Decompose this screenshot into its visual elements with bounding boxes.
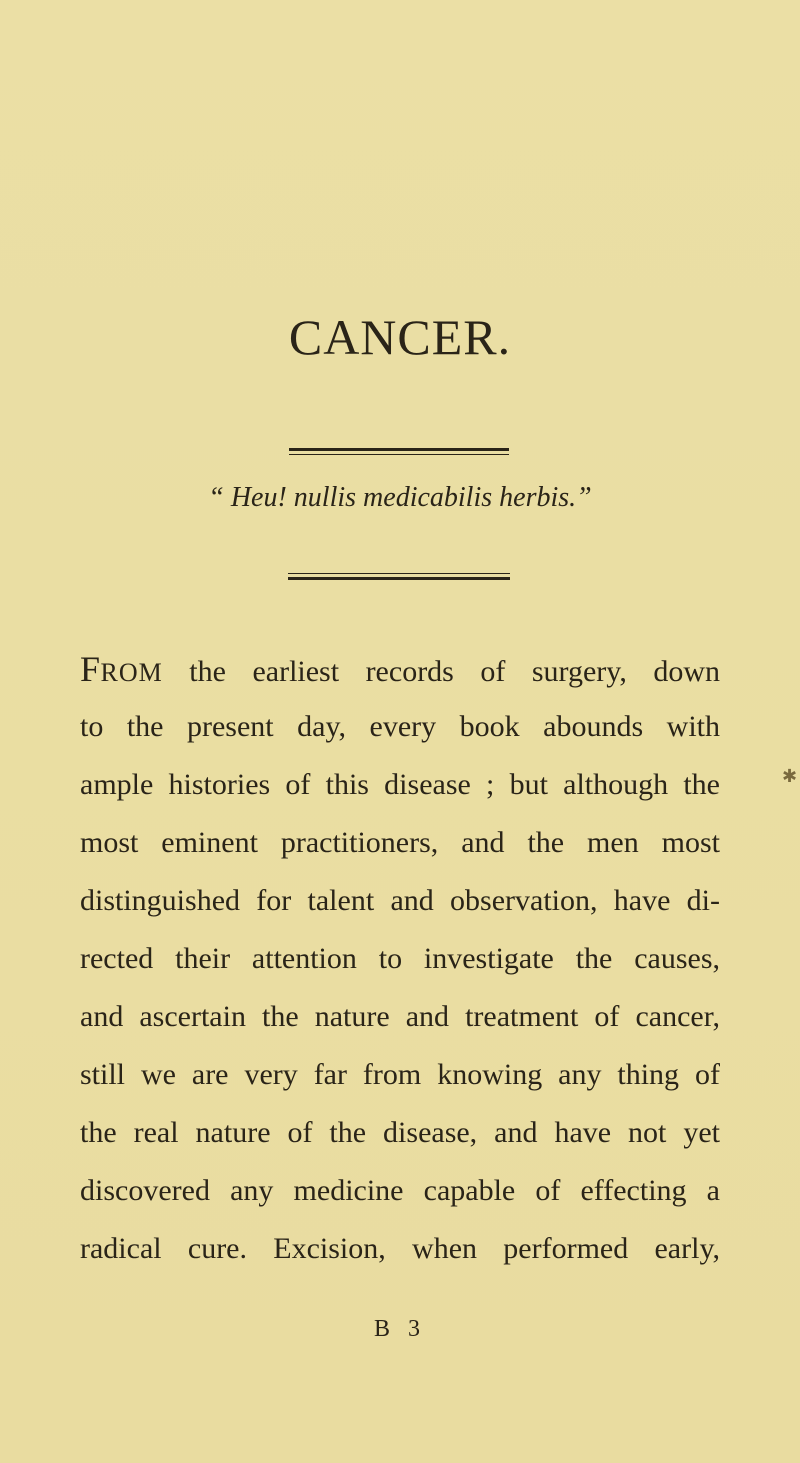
ornamental-rule-bottom-thick — [288, 577, 510, 580]
text-line-10: discovered any medicine capable of effecting a — [80, 1174, 720, 1207]
text-line-6: rected their attention to investigate the causes, — [80, 942, 720, 975]
chapter-title: CANCER. — [288, 309, 512, 365]
text-line-9: the real nature of the disease, and have not yet — [80, 1116, 720, 1149]
text-line-4: most eminent practitioners, and the men most — [80, 826, 720, 859]
text-line-8: still we are very far from knowing any thing of — [80, 1058, 720, 1091]
ornamental-rule-top-thick — [289, 448, 509, 451]
signature-mark: B 3 — [373, 1316, 426, 1342]
text-line-5: distinguished for talent and observation, have di- — [80, 884, 720, 917]
text-line-2: to the present day, every book abounds with — [80, 710, 720, 743]
text-line-3: ample histories of this disease ; but although the — [80, 768, 720, 801]
epigraph-quote: “ Heu! nullis medicabilis herbis.” — [208, 482, 592, 513]
opening-small-caps: ROM — [100, 658, 163, 687]
text-line: the earliest records of surgery, down — [189, 655, 720, 688]
body-paragraph — [80, 640, 720, 1278]
text-line-1 — [80, 640, 720, 698]
text-line-7: and ascertain the nature and treatment of cancer, — [80, 1000, 720, 1033]
text-line-11: radical cure. Excision, when performed early, — [80, 1232, 720, 1265]
ornamental-rule-bottom-thin — [288, 573, 510, 574]
ornamental-rule-top-thin — [289, 454, 509, 455]
opening-initial: F — [80, 649, 101, 689]
margin-spot-icon: ✱ — [782, 766, 798, 786]
opening-word — [80, 649, 163, 689]
